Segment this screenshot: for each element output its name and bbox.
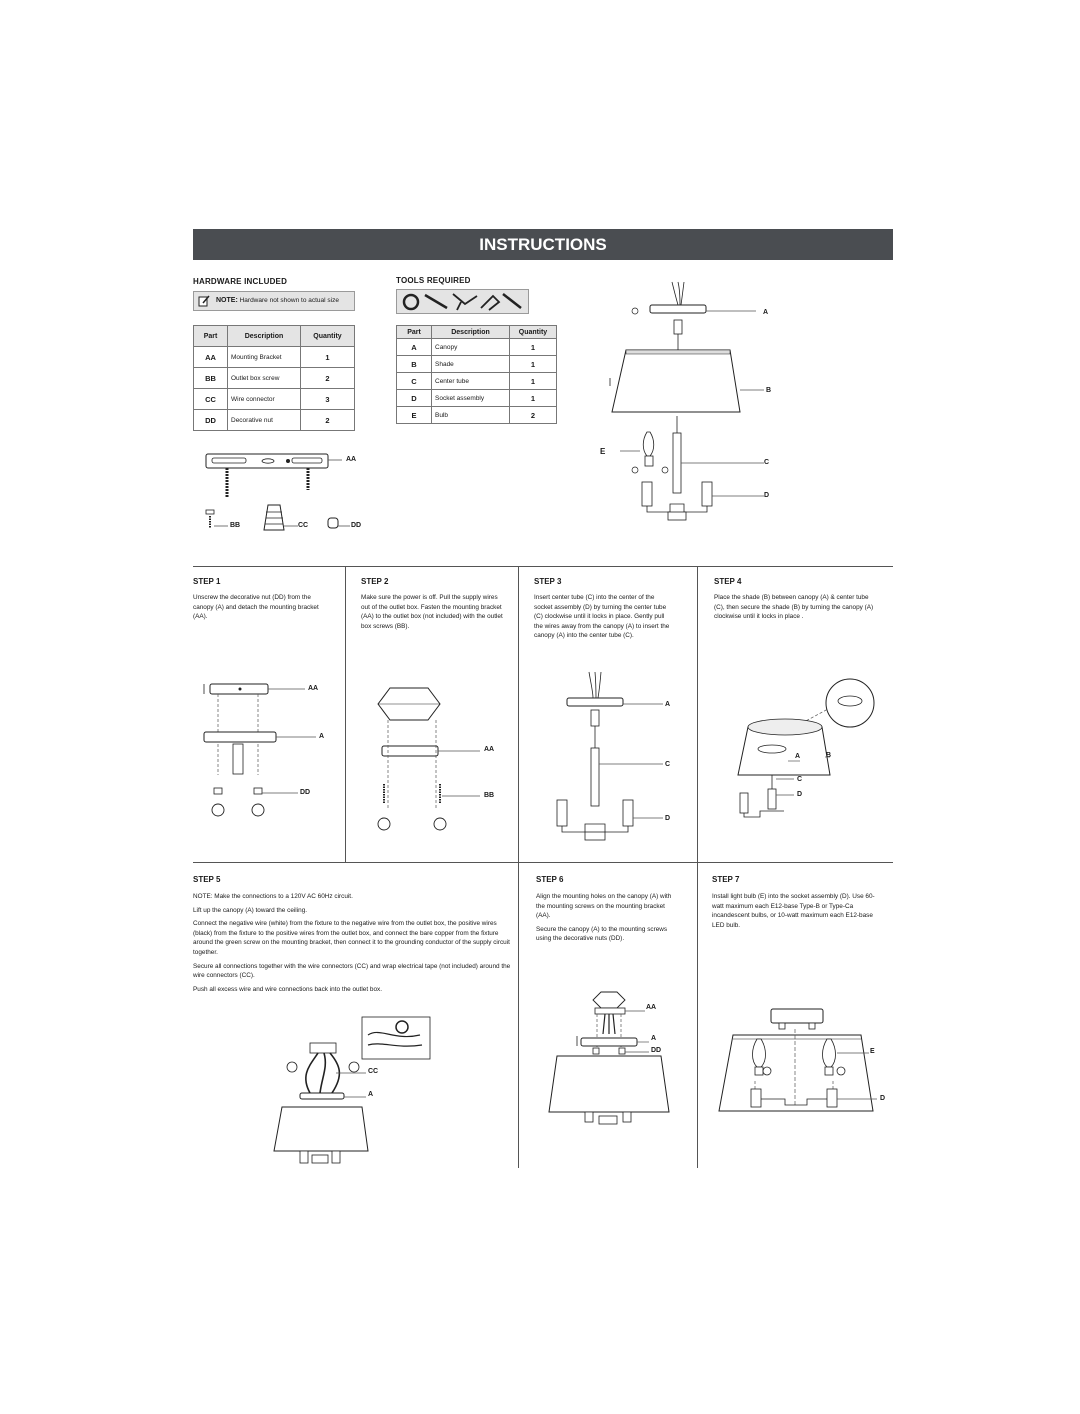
- instructions-banner: INSTRUCTIONS: [193, 229, 893, 260]
- divider-col-1: [345, 566, 346, 862]
- step-4-label-c: C: [797, 776, 803, 783]
- step-7-label-e: E: [870, 1048, 875, 1055]
- step-4-label-d: D: [797, 791, 803, 798]
- divider-col-2: [518, 566, 519, 1168]
- step-4-label-b: B: [826, 752, 832, 759]
- rotate-icon: [287, 1062, 297, 1072]
- tools-title: TOOLS REQUIRED: [396, 276, 471, 285]
- table-row: C Center tube 1: [397, 373, 557, 390]
- rotate-icon: [212, 804, 224, 816]
- wiring-detail-box: [362, 1017, 430, 1059]
- label-dd: DD: [351, 522, 362, 529]
- fixture-overview-illustration: [590, 280, 790, 520]
- step-3-label-d: D: [665, 815, 671, 822]
- step-4-title: STEP 4: [714, 577, 742, 586]
- hardware-table: [193, 325, 355, 431]
- step-4-text: Place the shade (B) between canopy (A) & center tube (C), then secure the shade (B) by turning the canopy (A) clockwise until it locks in place .: [714, 594, 874, 621]
- detail-zoom-circle: [826, 679, 874, 727]
- divider-col-3: [697, 566, 698, 1168]
- note-pencil-icon: [198, 295, 210, 307]
- overview-label-e: E: [600, 447, 606, 456]
- table-row: A Canopy 1: [397, 339, 557, 356]
- wire-stripper-icon: [453, 294, 477, 310]
- step-3-illustration: [545, 670, 685, 845]
- step-7-title: STEP 7: [712, 875, 740, 884]
- step-2-label-aa: AA: [484, 746, 495, 753]
- step-1-label-aa: AA: [308, 685, 319, 692]
- tools-box: [396, 289, 529, 314]
- table-row: E Bulb 2: [397, 407, 557, 424]
- screwdriver-2-icon: [503, 294, 521, 308]
- step-4-illustration: [730, 675, 880, 825]
- col-quantity: Quantity: [301, 326, 355, 347]
- note-text: NOTE: Hardware not shown to actual size: [216, 297, 339, 304]
- col-description: Description: [432, 326, 510, 339]
- step-7-illustration: [715, 1005, 895, 1125]
- step-6-label-a: A: [651, 1035, 657, 1042]
- step-1-text: Unscrew the decorative nut (DD) from the canopy (A) and detach the mounting bracket (AA).: [193, 594, 319, 621]
- step-5-label-cc: CC: [368, 1068, 379, 1075]
- step-7-text: Install light bulb (E) into the socket assembly (D). Use 60-watt maximum each E12-base Type-B or Type-Ca incandescent bulbs, or 10-watt maximum each E12-base LED bulb.: [712, 893, 875, 929]
- step-1-title: STEP 1: [193, 577, 221, 586]
- divider-row-2: [193, 862, 893, 863]
- overview-label-c: C: [764, 459, 770, 466]
- rotate-icon: [252, 804, 264, 816]
- step-1-label-dd: DD: [300, 789, 311, 796]
- parts-table: [396, 325, 557, 424]
- col-description: Description: [228, 326, 301, 347]
- table-row: D Socket assembly 1: [397, 390, 557, 407]
- step-5-illustration: [270, 1015, 440, 1170]
- step-2-illustration: [370, 680, 500, 830]
- step-1-label-a: A: [319, 733, 325, 740]
- step-1-illustration: [200, 680, 330, 825]
- table-row: CC Wire connector 3: [194, 389, 355, 410]
- step-6-label-aa: AA: [646, 1004, 657, 1011]
- col-quantity: Quantity: [510, 326, 557, 339]
- overview-label-b: B: [766, 387, 772, 394]
- hardware-title: HARDWARE INCLUDED: [193, 277, 288, 286]
- table-row: B Shade 1: [397, 356, 557, 373]
- col-part: Part: [397, 326, 432, 339]
- overview-label-d: D: [764, 492, 770, 499]
- label-bb: BB: [230, 522, 241, 529]
- step-5-text: NOTE: Make the connections to a 120V AC 60Hz circuit. Lift up the canopy (A) toward the ceiling. Connect the negative wire (white) from the fixture to the negative wire from the outlet box, the positive wires (black) from the fixture to the positive wires from the outlet box, and connect the bare copper from the fixture around the green screw on the mounting bracket, then connect it to the grounding conductor of the supply circuit together. Secure all connections together with the wire connectors (CC) and wrap electrical tape (not included) around the wire connectors (CC). Push all excess wire and wire connections back into the outlet box.: [193, 893, 511, 993]
- col-part: Part: [194, 326, 228, 347]
- step-2-title: STEP 2: [361, 577, 389, 586]
- step-2-label-bb: BB: [484, 792, 495, 799]
- step-3-text: Insert center tube (C) into the center of the socket assembly (D) by turning the center tube (C) clockwise until it locks in place. Gently pull the wires away from the canopy (A) to insert the canopy (A) into the center tube (C).: [534, 594, 670, 640]
- screwdriver-icon: [425, 295, 447, 308]
- step-5-title: STEP 5: [193, 875, 221, 884]
- tape-icon: [404, 295, 418, 309]
- step-4-label-a: A: [795, 753, 801, 760]
- rotate-icon: [378, 818, 390, 830]
- table-row: BB Outlet box screw 2: [194, 368, 355, 389]
- label-aa: AA: [346, 456, 357, 463]
- step-7-label-d: D: [880, 1095, 886, 1102]
- step-6-illustration: [545, 990, 685, 1125]
- label-cc: CC: [298, 522, 309, 529]
- step-3-label-c: C: [665, 761, 671, 768]
- step-6-title: STEP 6: [536, 875, 564, 884]
- divider-row-1: [193, 566, 893, 567]
- step-5-label-a: A: [368, 1091, 374, 1098]
- step-6-text: Align the mounting holes on the canopy (A) with the mounting screws on the mounting bracket (AA). Secure the canopy (A) to the mounting screws using the decorative nuts (DD).: [536, 893, 672, 943]
- table-row: AA Mounting Bracket 1: [194, 347, 355, 368]
- rotate-icon: [349, 1062, 359, 1072]
- step-3-title: STEP 3: [534, 577, 562, 586]
- table-row: DD Decorative nut 2: [194, 410, 355, 431]
- hardware-note: [193, 291, 355, 311]
- rotate-icon: [434, 818, 446, 830]
- tools-icons: [397, 290, 528, 313]
- overview-label-a: A: [763, 309, 769, 316]
- step-2-text: Make sure the power is off. Pull the supply wires out of the outlet box. Fasten the mounting bracket (AA) to the outlet box (not included) with the outlet box screws (BB).: [361, 594, 503, 630]
- pliers-icon: [481, 296, 499, 310]
- step-6-label-dd: DD: [651, 1047, 662, 1054]
- step-3-label-a: A: [665, 701, 671, 708]
